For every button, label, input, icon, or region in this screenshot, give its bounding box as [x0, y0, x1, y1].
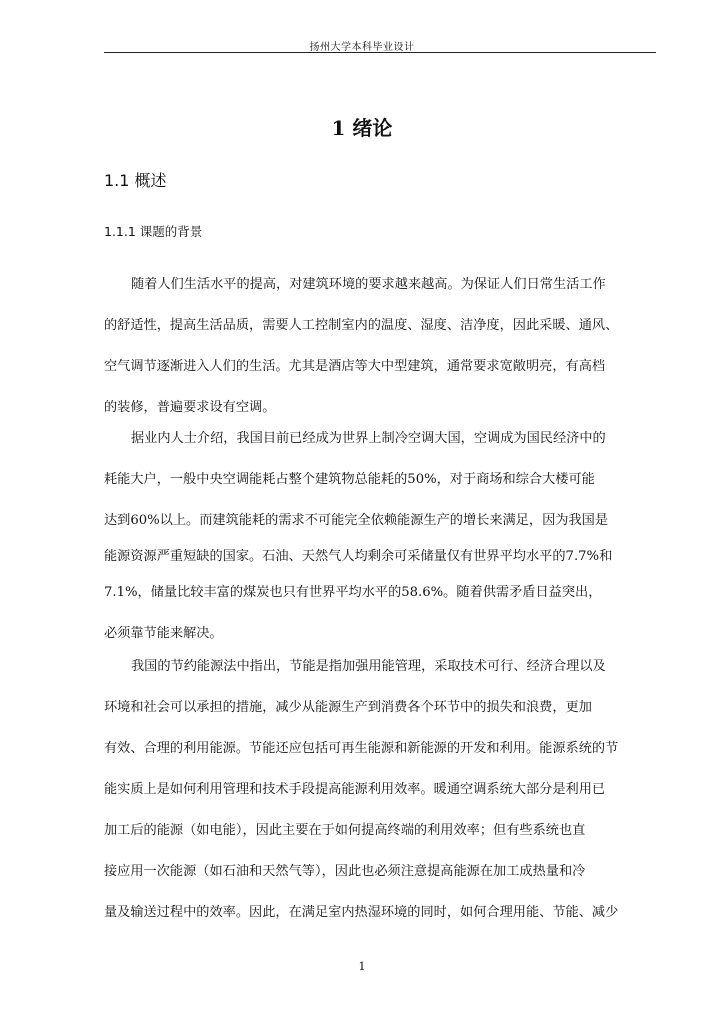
- paragraph-line: 量及输送过程中的效率。因此，在满足室内热湿环境的同时，如何合理用能、节能、减少: [104, 905, 619, 920]
- paragraph-line: 必须靠节能来解决。: [104, 626, 223, 641]
- paragraph-line: 加工后的能源（如电能），因此主要在于如何提高终端的利用效率；但有些系统也直: [104, 823, 586, 838]
- running-header: 扬州大学本科毕业设计: [309, 42, 415, 53]
- header-divider: [104, 52, 656, 53]
- paragraph-line: 随着人们生活水平的提高，对建筑环境的要求越来越高。为保证人们日常生活工作: [131, 277, 606, 292]
- paragraph-line: 的舒适性，提高生活品质，需要人工控制室内的温度、湿度、洁净度，因此采暖、通风、: [104, 318, 619, 333]
- paragraph-line: 耗能大户，一般中央空调能耗占整个建筑物总能耗的50%，对于商场和综合大楼可能: [104, 472, 595, 487]
- paragraph-line: 能实质上是如何利用管理和技术手段提高能源利用效率。暖通空调系统大部分是利用已: [104, 782, 606, 797]
- paragraph-line: 达到60%以上。而建筑能耗的需求不可能完全依赖能源生产的增长来满足，因为我国是: [104, 513, 609, 528]
- paragraph-line: 空气调节逐渐进入人们的生活。尤其是酒店等大中型建筑，通常要求宽敞明亮，有高档: [104, 359, 606, 374]
- subsection-title: 1.1.1 课题的背景: [104, 224, 203, 239]
- paragraph-line: 环境和社会可以承担的措施，减少从能源生产到消费各个环节中的损失和浪费，更加: [104, 700, 592, 715]
- section-title: 1.1 概述: [104, 171, 167, 190]
- paragraph-line: 据业内人士介绍，我国目前已经成为世界上制冷空调大国，空调成为国民经济中的: [131, 431, 606, 446]
- paragraph-line: 我国的节约能源法中指出，节能是指加强用能管理，采取技术可行、经济合理以及: [131, 659, 606, 674]
- paragraph-line: 的装修，普遍要求设有空调。: [104, 400, 276, 415]
- page-number: 1: [358, 960, 366, 973]
- chapter-title: 1 绪论: [331, 116, 393, 140]
- paragraph-line: 有效、合理的利用能源。节能还应包括可再生能源和新能源的开发和利用。能源系统的节: [104, 741, 619, 756]
- paragraph-line: 接应用一次能源（如石油和天然气等），因此也必须注意提高能源在加工成热量和冷: [104, 864, 586, 879]
- paragraph-line: 能源资源严重短缺的国家。石油、天然气人均剩余可采储量仅有世界平均水平的7.7%和: [104, 549, 613, 564]
- paragraph-line: 7.1%，储量比较丰富的煤炭也只有世界平均水平的58.6%。随着供需矛盾日益突出，: [104, 585, 602, 600]
